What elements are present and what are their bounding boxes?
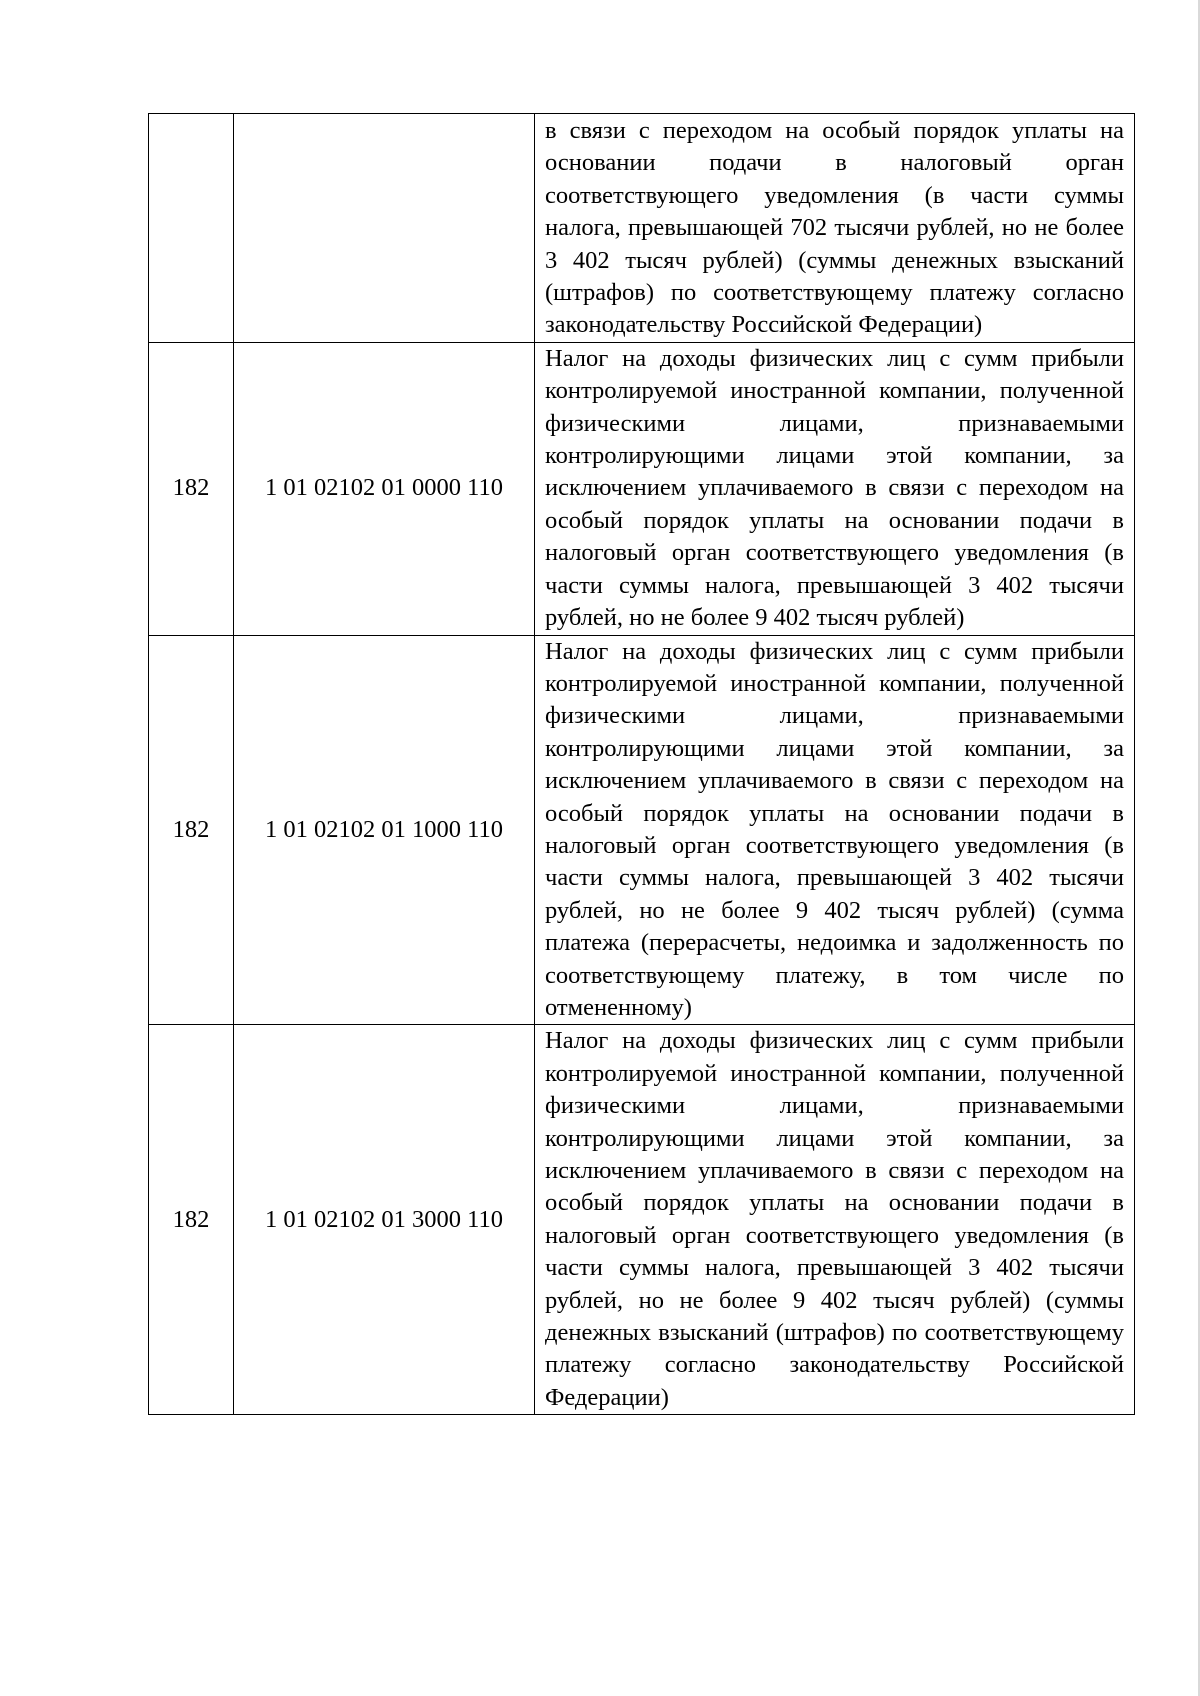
admin-code-cell <box>149 114 234 343</box>
description-cell: Налог на доходы физических лиц с сумм прибыли контролируемой иностранной компании, полученной физическими лицами, признаваемыми контролирующими лицами этой компании, за исключением уплачиваемого в связи с переходом на особый порядок уплаты на основании подачи в налоговый орган соответствующего уведомления (в части суммы налога, превышающей 3 402 тысячи рублей, но не более 9 402 тысяч рублей) (сумма платежа (перерасчеты, недоимка и задолженность по соответствующему платежу, в том числе по отмененному) <box>535 635 1135 1025</box>
admin-code-cell: 182 <box>149 1025 234 1415</box>
admin-code-cell: 182 <box>149 342 234 635</box>
budget-code-table <box>148 113 1135 1415</box>
description-cell: в связи с переходом на особый порядок уплаты на основании подачи в налоговый орган соответствующего уведомления (в части суммы налога, превышающей 702 тысячи рублей, но не более 3 402 тысяч рублей) (суммы денежных взысканий (штрафов) по соответствующему платежу согласно законодательству Российской Федерации) <box>535 114 1135 343</box>
budget-code-cell: 1 01 02102 01 0000 110 <box>234 342 535 635</box>
budget-code-cell: 1 01 02102 01 1000 110 <box>234 635 535 1025</box>
admin-code-cell: 182 <box>149 635 234 1025</box>
table-row <box>149 342 1135 635</box>
description-cell: Налог на доходы физических лиц с сумм прибыли контролируемой иностранной компании, полученной физическими лицами, признаваемыми контролирующими лицами этой компании, за исключением уплачиваемого в связи с переходом на особый порядок уплаты на основании подачи в налоговый орган соответствующего уведомления (в части суммы налога, превышающей 3 402 тысячи рублей, но не более 9 402 тысяч рублей) <box>535 342 1135 635</box>
table-row <box>149 114 1135 343</box>
budget-code-cell: 1 01 02102 01 3000 110 <box>234 1025 535 1415</box>
table-row <box>149 635 1135 1025</box>
description-cell: Налог на доходы физических лиц с сумм прибыли контролируемой иностранной компании, полученной физическими лицами, признаваемыми контролирующими лицами этой компании, за исключением уплачиваемого в связи с переходом на особый порядок уплаты на основании подачи в налоговый орган соответствующего уведомления (в части суммы налога, превышающей 3 402 тысячи рублей, но не более 9 402 тысяч рублей) (суммы денежных взысканий (штрафов) по соответствующему платежу согласно законодательству Российской Федерации) <box>535 1025 1135 1415</box>
table-row <box>149 1025 1135 1415</box>
budget-code-cell <box>234 114 535 343</box>
